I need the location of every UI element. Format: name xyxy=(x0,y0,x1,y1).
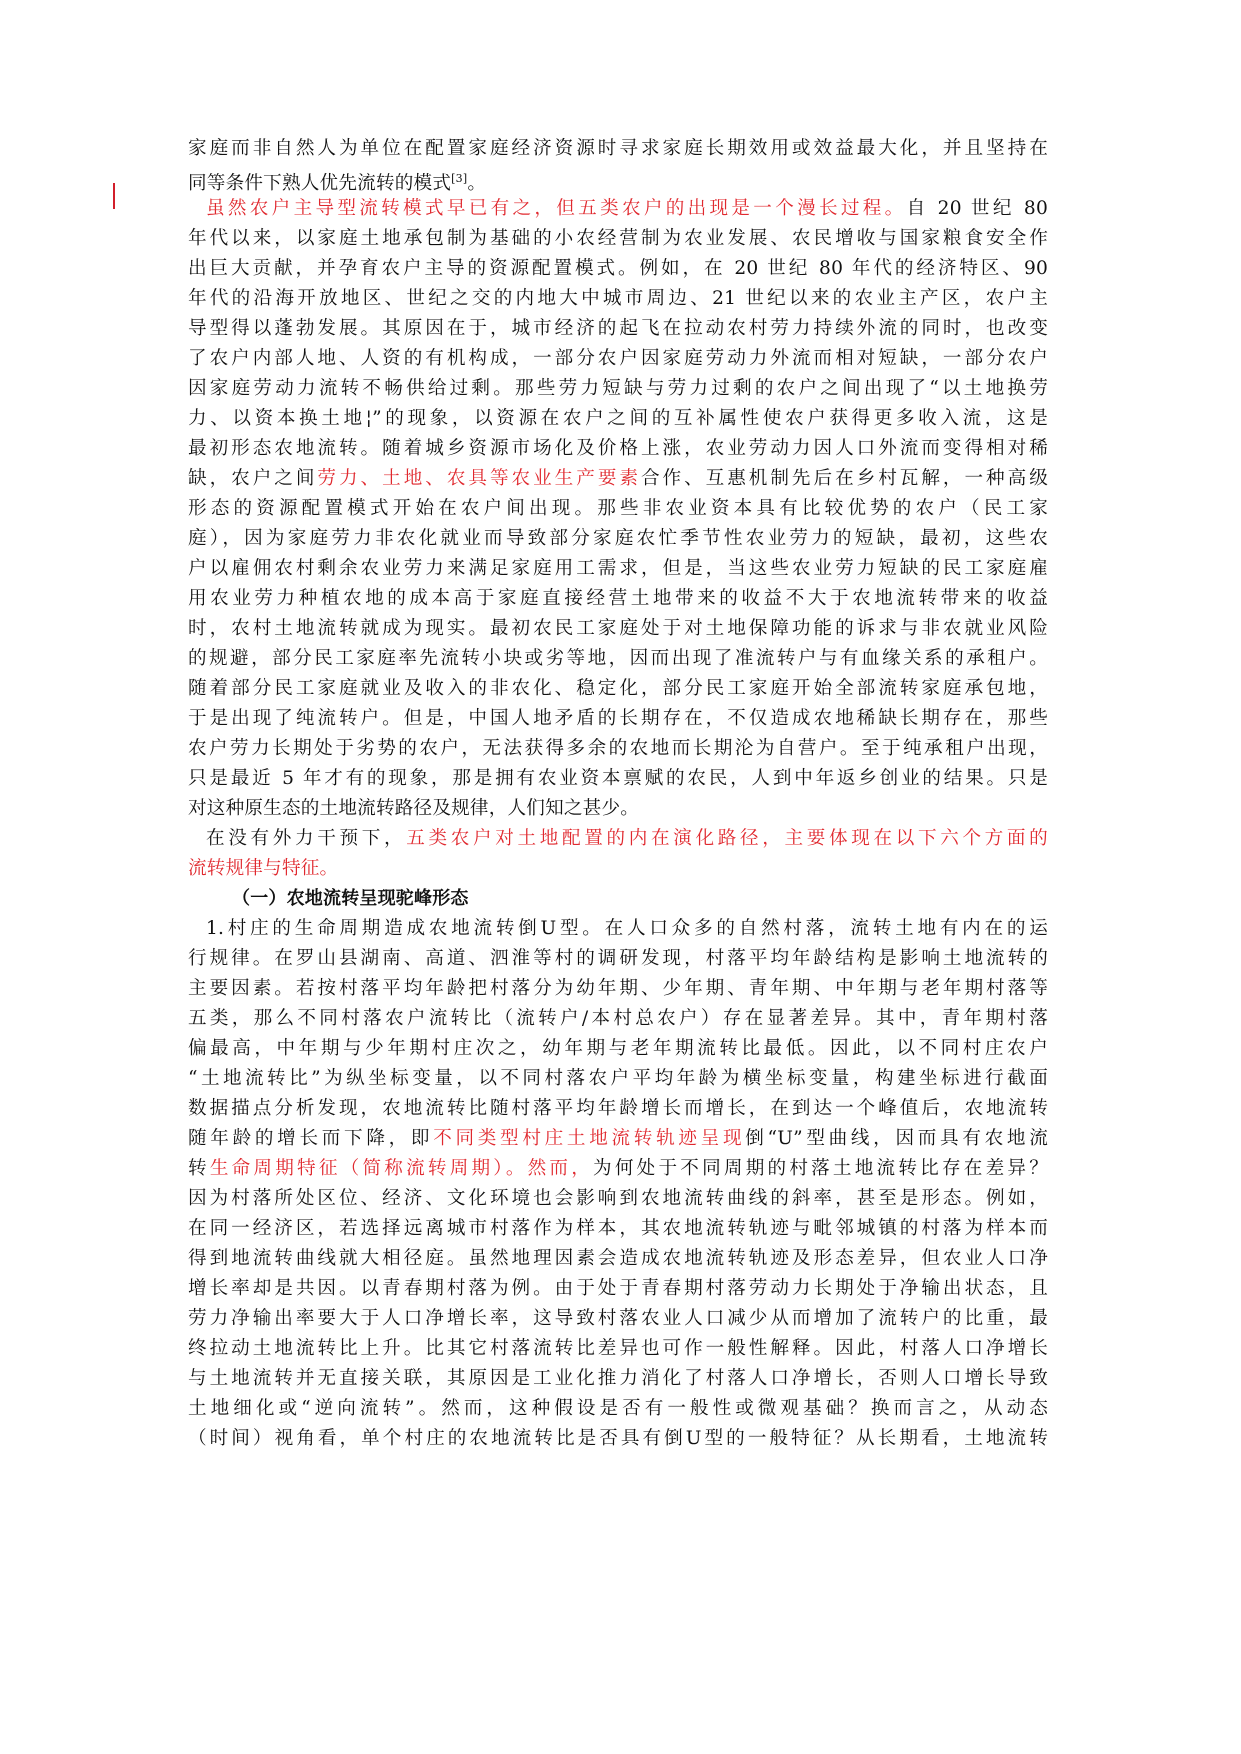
text-segment: 最初形态农地流转。随着城乡资源市场化及价格上涨，农业劳动力因人口外流而变得相对稀 xyxy=(188,438,1048,459)
text-segment: 为何处于不同周期的村落土地流转比存在差异？ xyxy=(593,1158,1048,1179)
text-line xyxy=(188,1303,1048,1335)
text-segment: 形态的资源配置模式开始在农户间出现。那些非农业资本具有比较优势的农户（民工家 xyxy=(188,498,1048,519)
text-segment: 于是出现了纯流转户。但是，中国人地矛盾的长期存在，不仅造成农地稀缺长期存在，那些 xyxy=(188,708,1048,729)
text-line xyxy=(188,1333,1048,1365)
text-segment: 转 xyxy=(188,1158,210,1179)
text-line xyxy=(188,853,1048,885)
text-segment: 增长率却是共因。以青春期村落为例。由于处于青春期村落劳动力长期处于净输出状态，且 xyxy=(188,1278,1048,1299)
text-line xyxy=(188,1123,1048,1155)
text-segment: 终拉动土地流转比上升。比其它村落流转比差异也可作一般性解释。因此，村落人口净增长 xyxy=(188,1338,1048,1359)
text-line xyxy=(188,1003,1048,1035)
text-line xyxy=(188,733,1048,765)
text-segment: “土地流转比”为纵坐标变量，以不同村落农户平均年龄为横坐标变量，构建坐标进行截面 xyxy=(188,1068,1048,1089)
text-line xyxy=(188,373,1048,405)
highlighted-text: 不同类型村庄土地流转轨迹呈现 xyxy=(433,1128,746,1149)
text-line xyxy=(206,193,1048,225)
text-segment: 劳力净输出率要大于人口净增长率，这导致村落农业人口减少从而增加了流转户的比重，最 xyxy=(188,1308,1048,1329)
text-line xyxy=(188,613,1048,645)
text-segment: 自 20 世纪 80 xyxy=(906,198,1048,219)
text-segment: 因为村落所处区位、经济、文化环境也会影响到农地流转曲线的斜率，甚至是形态。例如， xyxy=(188,1188,1048,1209)
text-line xyxy=(188,703,1048,735)
text-line xyxy=(188,643,1048,675)
text-line xyxy=(188,1243,1048,1275)
text-segment: 在没有外力干预下， xyxy=(206,828,407,849)
text-segment: ”的现象，以资源在农户之间的互补属性使农户获得更多收入流，这是 xyxy=(372,408,1048,429)
text-line xyxy=(188,403,1048,435)
text-line xyxy=(188,343,1048,375)
text-line xyxy=(188,943,1048,975)
text-segment: 五类，那么不同村落农户流转比（流转户/本村总农户）存在显著差异。其中，青年期村落 xyxy=(188,1008,1048,1029)
text-line xyxy=(188,1393,1048,1425)
text-line xyxy=(188,223,1048,255)
highlighted-text: 虽然农户主导型流转模式早已有之，但五类农户的出现是一个漫长过程。 xyxy=(206,198,907,219)
text-segment: 缺，农户之间 xyxy=(188,468,318,489)
text-line xyxy=(188,1153,1048,1185)
text-line xyxy=(188,493,1048,525)
revision-change-bar xyxy=(113,183,115,209)
text-line xyxy=(188,1033,1048,1065)
text-segment: 与土地流转并无直接关联，其原因是工业化推力消化了村落人口净增长，否则人口增长导致 xyxy=(188,1368,1048,1389)
text-line xyxy=(188,1273,1048,1305)
highlighted-text: 流转规律与特征。 xyxy=(188,858,339,879)
text-line xyxy=(188,433,1048,465)
text-segment: 家庭而非自然人为单位在配置家庭经济资源时寻求家庭长期效用或效益最大化，并且坚持在 xyxy=(188,138,1048,159)
text-segment: 合作、互惠机制先后在乡村瓦解，一种高级 xyxy=(640,468,1048,489)
text-line xyxy=(188,793,1048,825)
text-line xyxy=(188,973,1048,1005)
text-line xyxy=(188,313,1048,345)
text-segment: 偏最高，中年期与少年期村庄次之，幼年期与老年期流转比最低。因此，以不同村庄农户 xyxy=(188,1038,1048,1059)
text-line xyxy=(206,823,1048,855)
text-line xyxy=(188,1063,1048,1095)
text-line xyxy=(188,673,1048,705)
text-segment: 1.村庄的生命周期造成农地流转倒U型。在人口众多的自然村落，流转土地有内在的运 xyxy=(206,918,1048,939)
highlighted-text: 五类农户对土地配置的内在演化路径，主要体现在以下六个方面的 xyxy=(406,828,1048,849)
text-line xyxy=(206,913,1048,945)
text-segment: 随着部分民工家庭就业及收入的非农化、稳定化，部分民工家庭开始全部流转家庭承包地， xyxy=(188,678,1048,699)
text-segment: 对这种原生态的土地流转路径及规律，人们知之甚少。 xyxy=(188,798,640,819)
text-segment: 出巨大贡献，并孕育农户主导的资源配置模式。例如，在 20 世纪 80 年代的经济特区、90 xyxy=(188,258,1048,279)
text-line xyxy=(188,253,1048,285)
text-segment: 因家庭劳动力流转不畅供给过剩。那些劳力短缺与劳力过剩的农户之间出现了“以土地换劳 xyxy=(188,378,1048,399)
text-segment: 时，农村土地流转就成为现实。最初农民工家庭处于对土地保障功能的诉求与非农就业风险 xyxy=(188,618,1048,639)
text-segment: （一）农地流转呈现驼峰形态 xyxy=(232,888,469,909)
text-line xyxy=(188,1363,1048,1395)
text-line xyxy=(188,1423,1048,1455)
text-segment: 只是最近 5 年才有的现象，那是拥有农业资本禀赋的农民，人到中年返乡创业的结果。只是 xyxy=(188,768,1048,789)
text-segment: （时间）视角看，单个村庄的农地流转比是否具有倒U型的一般特征？从长期看，土地流转 xyxy=(188,1428,1048,1449)
text-line xyxy=(188,133,1048,165)
text-line xyxy=(188,163,1048,195)
highlighted-text: 生命周期特征（简称流转周期）。然而， xyxy=(209,1158,594,1179)
highlighted-text: 劳力、土地、农具等农业生产要素 xyxy=(317,468,641,489)
text-segment: 户以雇佣农村剩余农业劳力来满足家庭用工需求，但是，当这些农业劳力短缺的民工家庭雇 xyxy=(188,558,1048,579)
text-segment: 在同一经济区，若选择远离城市村落作为样本，其农地流转轨迹与毗邻城镇的村落为样本而 xyxy=(188,1218,1048,1239)
text-segment: 随年龄的增长而下降，即 xyxy=(188,1128,434,1149)
text-segment: 行规律。在罗山县湖南、高道、泗淮等村的调研发现，村落平均年龄结构是影响土地流转的 xyxy=(188,948,1048,969)
text-line xyxy=(188,463,1048,495)
text-line xyxy=(188,1213,1048,1245)
text-line xyxy=(188,763,1048,795)
text-segment: 庭），因为家庭劳力非农化就业而导致部分家庭农忙季节性农业劳力的短缺，最初，这些农 xyxy=(188,528,1048,549)
section-heading xyxy=(232,883,1048,915)
text-segment: 力、以资本换土地 xyxy=(188,408,366,429)
text-segment: 农户劳力长期处于劣势的农户，无法获得多余的农地而长期沦为自营户。至于纯承租户出现， xyxy=(188,738,1048,759)
text-line xyxy=(188,583,1048,615)
citation-superscript: [3] xyxy=(451,172,468,185)
text-segment: 数据描点分析发现，农地流转比随村落平均年龄增长而增长，在到达一个峰值后，农地流转 xyxy=(188,1098,1048,1119)
text-segment: 了农户内部人地、人资的有机构成，一部分农户因家庭劳动力外流而相对短缺，一部分农户 xyxy=(188,348,1048,369)
text-line xyxy=(188,283,1048,315)
text-segment: 的规避，部分民工家庭率先流转小块或劣等地，因而出现了准流转户与有血缘关系的承租户。 xyxy=(188,648,1048,669)
text-segment: 同等条件下熟人优先流转的模式 xyxy=(188,173,452,194)
text-segment: 主要因素。若按村落平均年龄把村落分为幼年期、少年期、青年期、中年期与老年期村落等 xyxy=(188,978,1048,999)
text-line xyxy=(188,553,1048,585)
text-segment: 年代的沿海开放地区、世纪之交的内地大中城市周边、21 世纪以来的农业主产区，农户主 xyxy=(188,288,1048,309)
text-segment: 年代以来，以家庭土地承包制为基础的小农经营制为农业发展、农民增收与国家粮食安全作 xyxy=(188,228,1048,249)
text-line xyxy=(188,1183,1048,1215)
text-line xyxy=(188,523,1048,555)
text-segment: 用农业劳力种植农地的成本高于家庭直接经营土地带来的收益不大于农地流转带来的收益 xyxy=(188,588,1048,609)
text-segment: 得到地流转曲线就大相径庭。虽然地理因素会造成农地流转轨迹及形态差异，但农业人口净 xyxy=(188,1248,1048,1269)
text-segment: ¦ xyxy=(365,408,373,429)
text-line xyxy=(188,1093,1048,1125)
text-segment: 土地细化或“逆向流转”。然而，这种假设是否有一般性或微观基础？换而言之，从动态 xyxy=(188,1398,1048,1419)
text-segment: 倒“U”型曲线，因而具有农地流 xyxy=(745,1128,1048,1149)
text-segment: 导型得以蓬勃发展。其原因在于，城市经济的起飞在拉动农村劳力持续外流的同时，也改变 xyxy=(188,318,1048,339)
text-segment: 。 xyxy=(467,173,487,194)
